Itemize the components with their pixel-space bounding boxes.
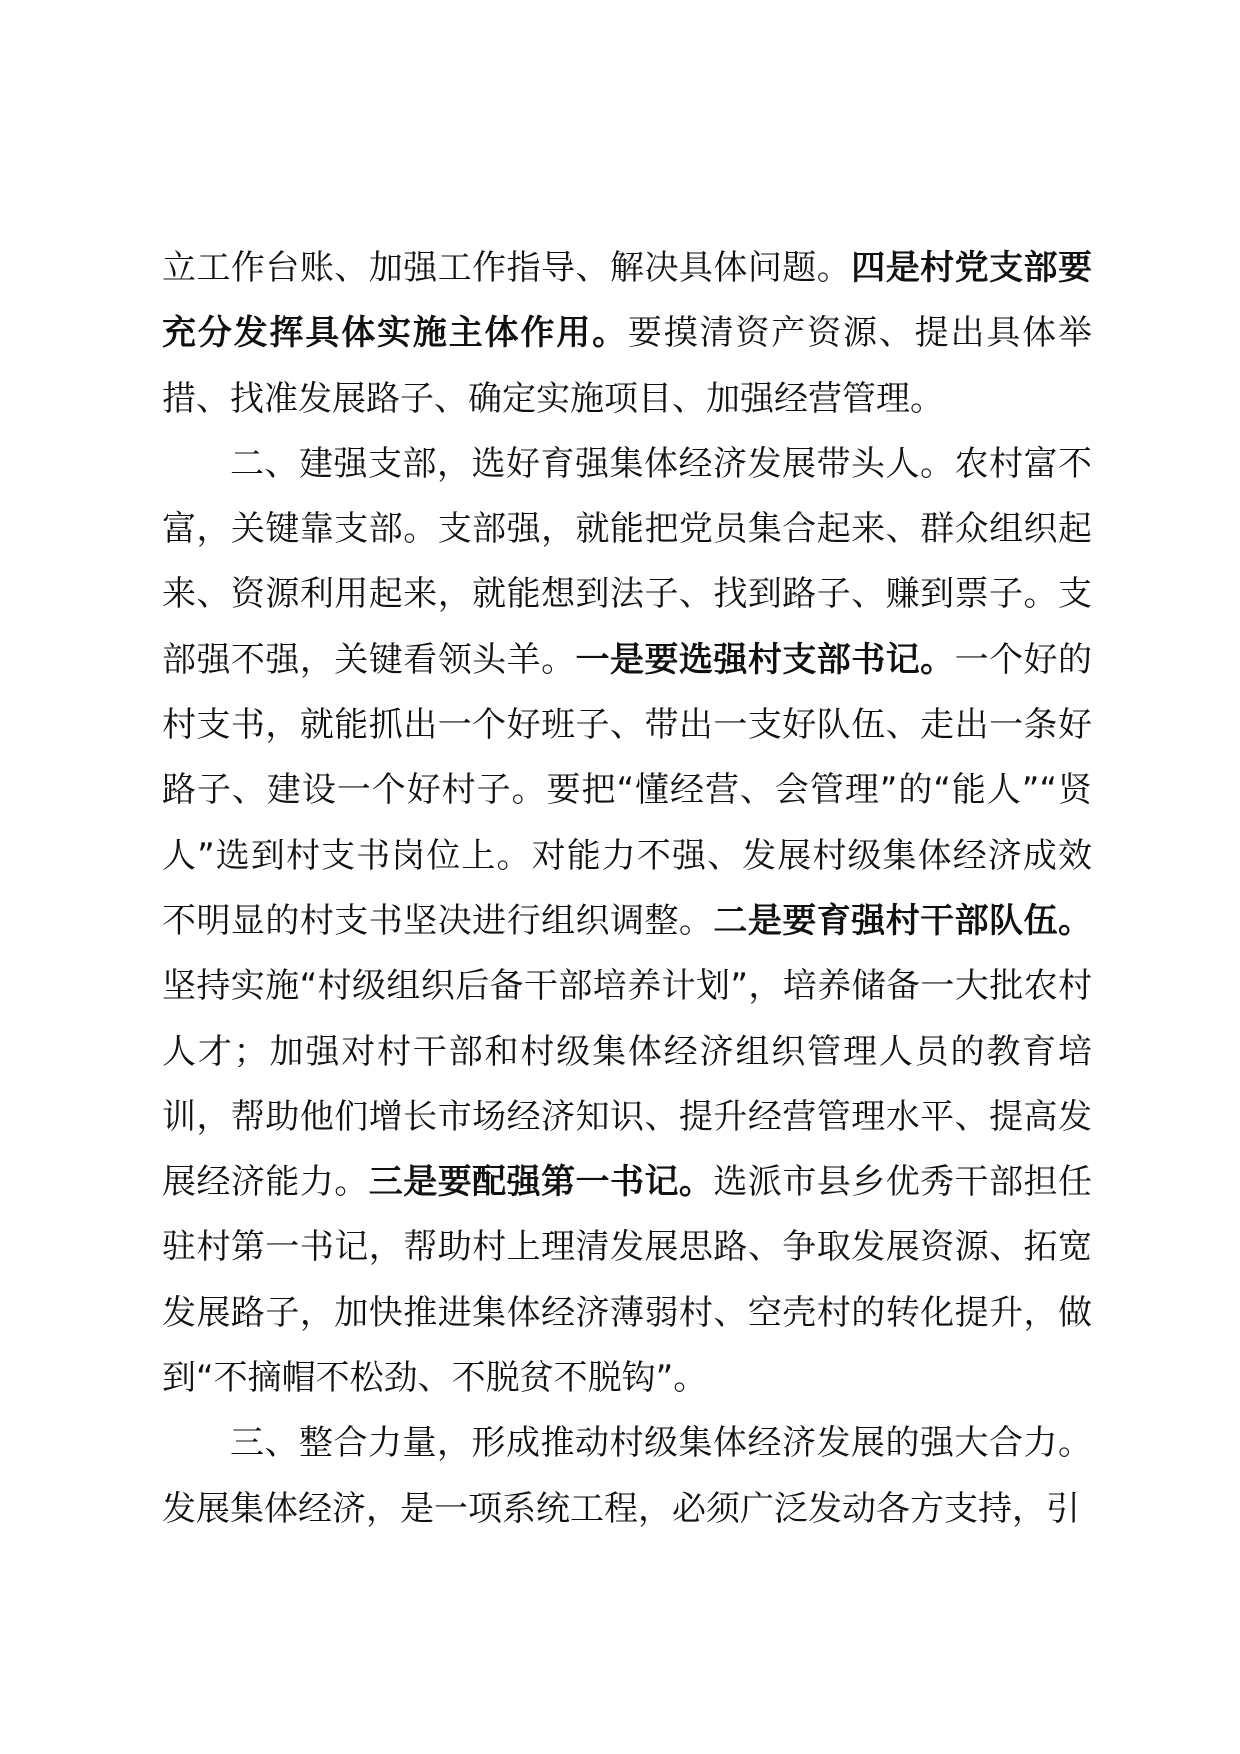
- paragraph-1-bold-heading: 四是村党支部要充分发挥具体实施主体作用。: [162, 248, 1093, 354]
- document-body: [162, 236, 1092, 1542]
- paragraph-2: [162, 432, 1092, 1411]
- paragraph-3: [162, 1411, 1092, 1542]
- paragraph-2-bold-point-2: 二是要育强村干部队伍。: [713, 900, 1093, 941]
- paragraph-2-text-3: 坚持实施“村级组织后备干部培养计划”，培养储备一大批农村人才；加强对村干部和村级集体经济组织管理人员的教育培训，帮助他们增长市场经济知识、提升经营管理水平、提高发展经济能力。: [162, 966, 1092, 1203]
- paragraph-3-text-1: 三、整合力量，形成推动村级集体经济发展的强大合力。发展集体经济，是一项系统工程，必须广泛发动各方支持，引: [162, 1423, 1092, 1529]
- paragraph-2-bold-point-1: 一是要选强村支部书记。: [575, 639, 955, 680]
- paragraph-2-bold-point-3: 三是要配强第一书记。: [368, 1162, 714, 1203]
- paragraph-1-text-2: 要摸清资产资源、提出具体举措、找准发展路子、确定实施项目、加强经营管理。: [162, 313, 1093, 419]
- paragraph-2-text-1: 二、建强支部，选好育强集体经济发展带头人。农村富不富，关键靠支部。支部强，就能把党员集合起来、群众组织起来、资源利用起来，就能想到法子、找到路子、赚到票子。支部强不强，关键看领头羊。: [162, 443, 1092, 680]
- paragraph-2-text-2: 一个好的村支书，就能抓出一个好班子、带出一支好队伍、走出一条好路子、建设一个好村子。要把“懂经营、会管理”的“能人”“贤人”选到村支书岗位上。对能力不强、发展村级集体经济成效不明显的村支书坚决进行组织调整。: [162, 639, 1093, 941]
- paragraph-1-text-1: 立工作台账、加强工作指导、解决具体问题。: [162, 248, 852, 288]
- paragraph-1: [162, 236, 1092, 432]
- paragraph-2-text-4: 选派市县乡优秀干部担任驻村第一书记，帮助村上理清发展思路、争取发展资源、拓宽发展路子，加快推进集体经济薄弱村、空壳村的转化提升，做到“不摘帽不松劲、不脱贫不脱钩”。: [162, 1162, 1093, 1399]
